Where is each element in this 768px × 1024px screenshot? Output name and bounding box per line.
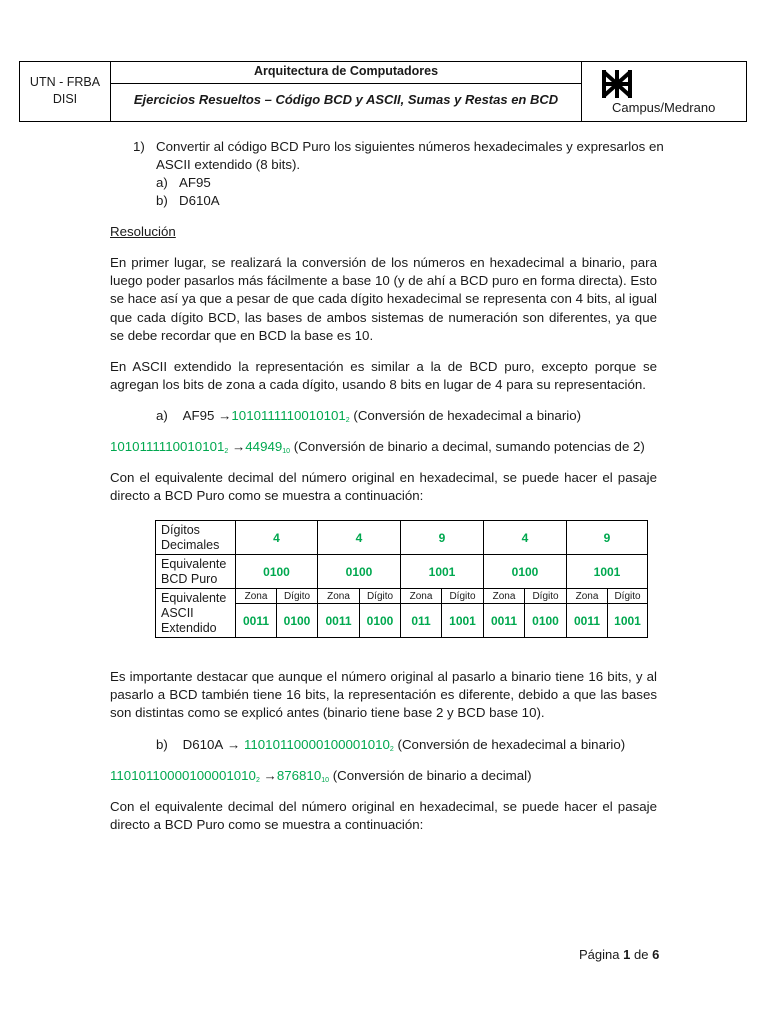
exercise-statement-line2: ASCII extendido (8 bits). [156,157,301,172]
conversion-b-dec-line [110,767,532,785]
conversion-a-label: a) [156,408,168,423]
base-10-subscript: 10 [321,777,330,784]
document-subtitle: Ejercicios Resueltos – Código BCD y ASCII, Sumas y Restas en BCD [111,84,582,121]
conversion-a-note: (Conversión de hexadecimal a binario) [353,408,582,423]
paragraph-ascii: En ASCII extendido la representación es similar a la de BCD puro, excepto porque se agregan los bits de zona a cada dígito, usando 8 bits en lugar de 4 para su representación. [110,359,657,393]
page-footer [579,947,659,962]
org-name: UTN - FRBA [29,75,101,89]
base-2-subscript: 2 [224,448,229,455]
item-b-value: D610A [179,193,220,208]
ascii-digito-cell: 1001 [608,604,648,638]
campus-cell [582,62,746,121]
page-total: 6 [652,947,660,962]
digit-cell: 4 [484,521,567,555]
item-b-label: b) [156,193,168,208]
table-row [156,521,648,555]
ascii-zona-cell: 0011 [236,604,277,638]
table-row [156,555,648,589]
page-number: 1 [623,947,631,962]
bcd-cell: 0100 [236,555,318,589]
conversion-a-hex-line [156,407,581,425]
conversion-a-dec-line [110,438,645,456]
conversion-b-dec-note: (Conversión de binario a decimal) [332,768,532,783]
arrow-icon: → [263,768,277,783]
ascii-digito-cell: 0100 [525,604,567,638]
conversion-a-hex: AF95 [182,408,215,423]
ascii-zona-cell: 0011 [318,604,360,638]
row-label-bcd: Equivalente BCD Puro [156,555,236,589]
zona-header: Zona [484,589,525,604]
of-word: de [633,947,649,962]
digit-cell: 4 [236,521,318,555]
bcd-cell: 0100 [484,555,567,589]
bcd-cell: 1001 [401,555,484,589]
item-a-label: a) [156,175,168,190]
row-label-ascii: Equivalente ASCII Extendido [156,589,236,638]
bcd-cell: 0100 [318,555,401,589]
exercise-statement-line1: Convertir al código BCD Puro los siguientes números hexadecimales y expresarlos en [156,139,664,154]
conversion-b-binary: 11010110000100001010 [243,737,390,752]
digit-cell: 9 [567,521,648,555]
base-2-subscript: 2 [255,777,260,784]
conversion-b-binary-repeat: 11010110000100001010 [110,768,256,783]
item-a-value: AF95 [179,175,211,190]
paragraph-intro: En primer lugar, se realizará la conversión de los números en hexadecimal a binario, para luego poder pasarlos más fácilmente a base 10 (y de ahí a BCD puro en forma directa). Esto se hace así ya que a pesar de que cada dígito hexadecimal se representa con 4 bits, al igual que cada dígito BCD, las bases de ambos sistemas de numeración son diferentes, ya que se debe recordar que en BCD la base es 10. [110,255,657,343]
resolution-heading: Resolución [110,224,176,239]
digito-header: Dígito [360,589,401,604]
campus-name: Campus/Medrano [612,100,716,115]
org-cell [20,62,111,121]
base-2-subscript: 2 [345,417,350,424]
zona-header: Zona [318,589,360,604]
ascii-digito-cell: 0100 [277,604,318,638]
course-title: Arquitectura de Computadores [111,62,582,84]
arrow-icon: → [218,408,232,423]
paragraph-direct-bcd: Con el equivalente decimal del número original en hexadecimal, se puede hacer el pasaje directo a BCD Puro como se muestra a continuación: [110,470,657,504]
exercise-number: 1) [133,139,145,154]
digito-header: Dígito [442,589,484,604]
arrow-icon: → [226,737,241,752]
conversion-b-decimal: 876810 [276,768,322,783]
table-row [156,589,648,604]
zona-header: Zona [567,589,608,604]
paragraph-direct-bcd-b: Con el equivalente decimal del número original en hexadecimal, se puede hacer el pasaje directo a BCD Puro como se muestra a continuación: [110,799,657,833]
conversion-a-dec-note: (Conversión de binario a decimal, sumando potencias de 2) [293,439,645,454]
ascii-zona-cell: 0011 [567,604,608,638]
digito-header: Dígito [525,589,567,604]
digito-header: Dígito [608,589,648,604]
paragraph-bits-note: Es importante destacar que aunque el número original al pasarlo a binario tiene 16 bits, y al pasarlo a BCD también tiene 16 bits, la representación es diferente, debido a que las bases son distintas como se explicó antes (binario tiene base 2 y BCD base 10). [110,669,657,721]
utn-logo-icon [600,69,634,99]
digit-cell: 4 [318,521,401,555]
bcd-cell: 1001 [567,555,648,589]
conversion-b-hex: D610A [182,737,224,752]
zona-header: Zona [401,589,442,604]
ascii-zona-cell: 0011 [484,604,525,638]
conversion-a-binary: 1010111110010101 [231,408,346,423]
zona-header: Zona [236,589,277,604]
bcd-ascii-table [155,520,648,638]
org-dept: DISI [52,92,78,106]
base-2-subscript: 2 [389,746,394,753]
conversion-b-note: (Conversión de hexadecimal a binario) [397,737,626,752]
page-word: Página [579,947,620,962]
conversion-b-label: b) [156,737,168,752]
conversion-b-hex-line [156,736,625,754]
conversion-a-decimal: 44949 [245,439,283,454]
ascii-digito-cell: 0100 [360,604,401,638]
base-10-subscript: 10 [282,448,291,455]
conversion-a-binary-repeat: 1010111110010101 [110,439,225,454]
arrow-icon: → [231,439,246,454]
document-header [19,61,747,122]
row-label-digits: Dígitos Decimales [156,521,236,555]
digit-cell: 9 [401,521,484,555]
ascii-digito-cell: 1001 [442,604,484,638]
digito-header: Dígito [277,589,318,604]
ascii-zona-cell: 011 [401,604,442,638]
